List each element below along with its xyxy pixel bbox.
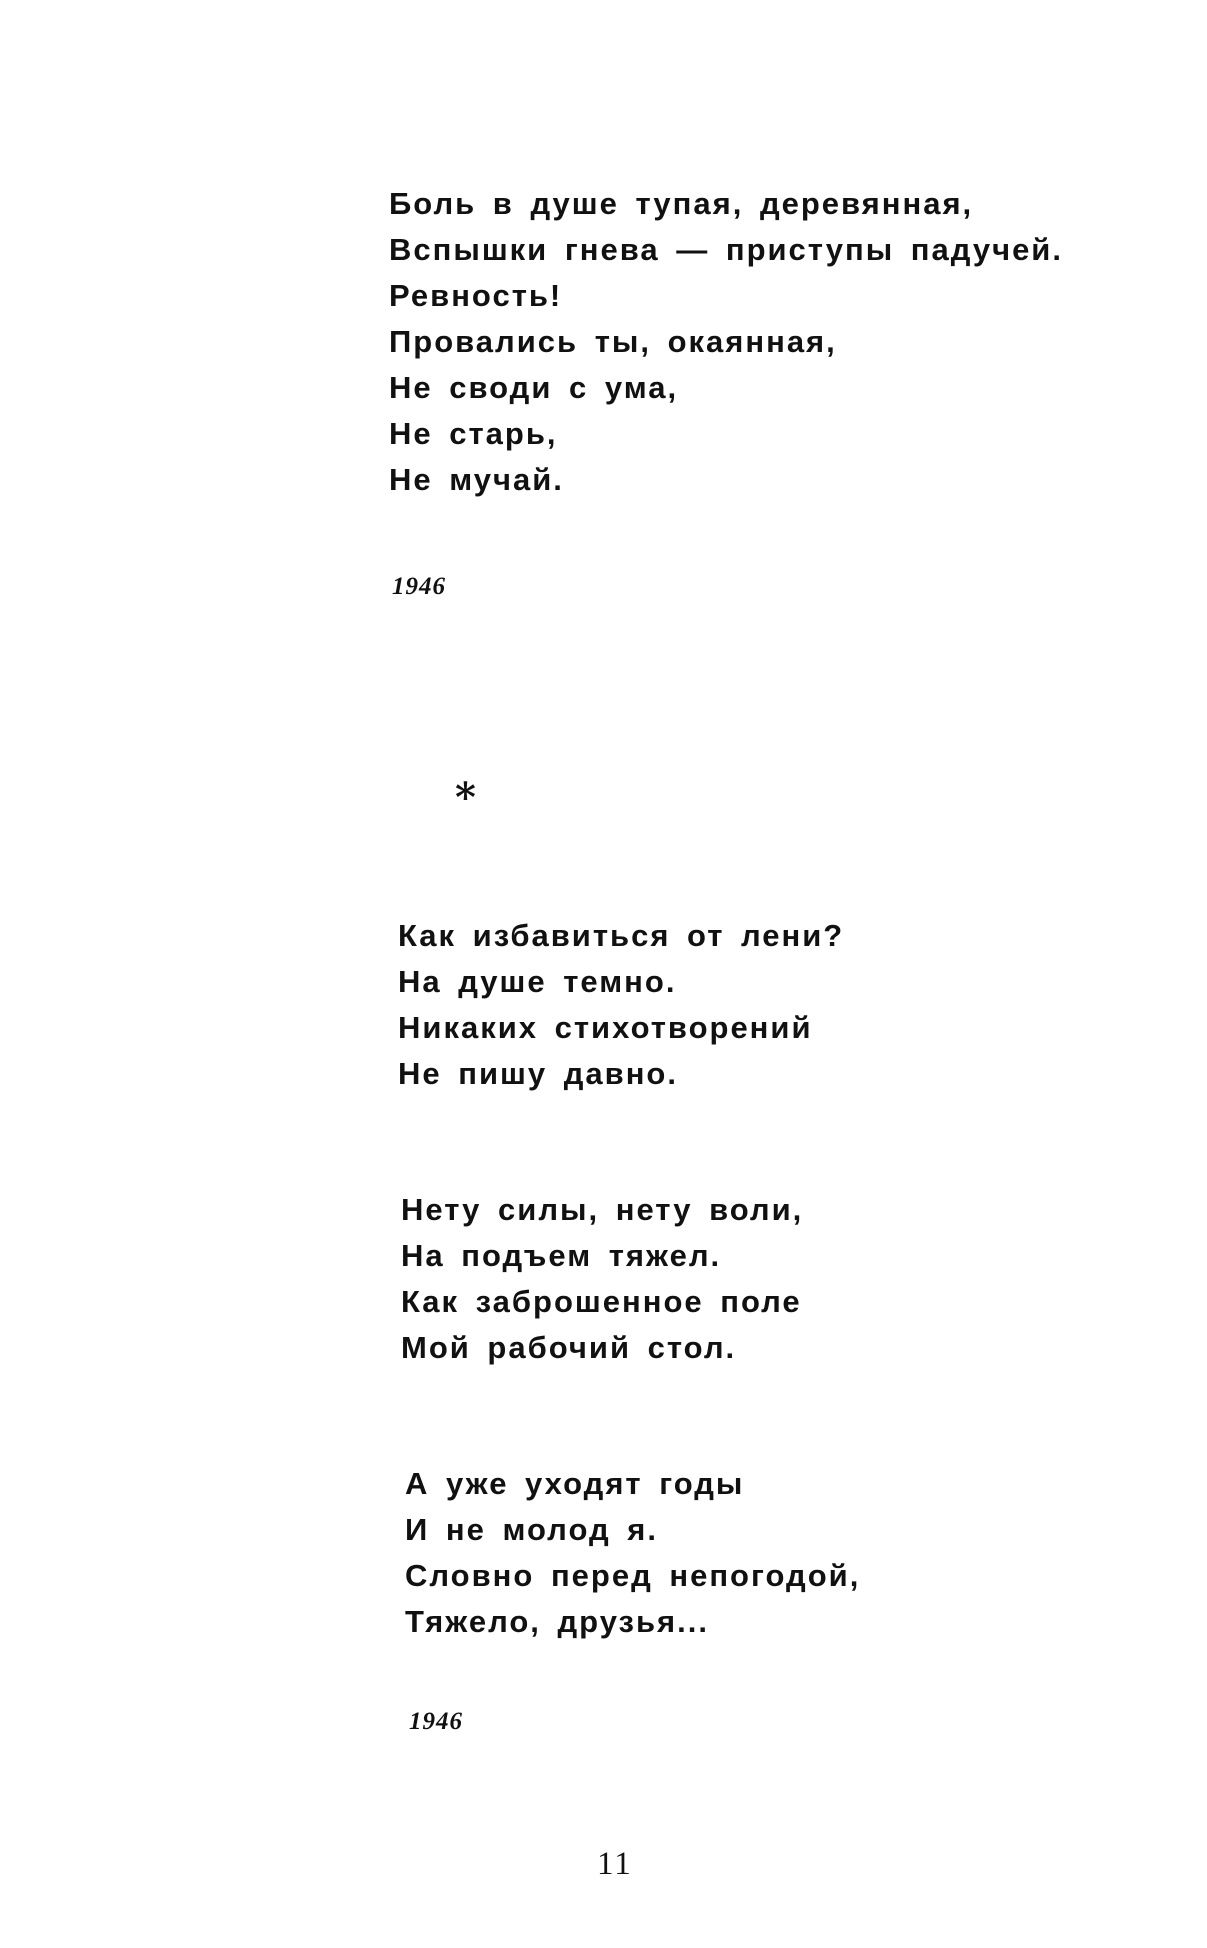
stanza bbox=[405, 1461, 860, 1645]
poem-date: 1946 bbox=[392, 573, 446, 600]
poem-line: Не старь, bbox=[389, 416, 558, 451]
poem-line: Мой рабочий стол. bbox=[401, 1330, 737, 1365]
poem-line: Вспышки гнева — приступы падучей. bbox=[389, 232, 1063, 267]
poem-line: Как избавиться от лени? bbox=[398, 918, 845, 953]
poem-line: Не пишу давно. bbox=[398, 1056, 678, 1091]
poem-line: Как заброшенное поле bbox=[401, 1284, 802, 1319]
poem-separator-asterisk: * bbox=[455, 774, 476, 821]
poem-line: На подъем тяжел. bbox=[401, 1238, 722, 1273]
poem-line: Не своди с ума, bbox=[389, 370, 679, 405]
stanza bbox=[401, 1187, 803, 1371]
poem-line: Боль в душе тупая, деревянная, bbox=[389, 186, 974, 221]
poem-line: Ревность! bbox=[389, 278, 563, 313]
poem-line: Нету силы, нету воли, bbox=[401, 1192, 804, 1227]
poem-line: Тяжело, друзья... bbox=[405, 1604, 709, 1639]
stanza bbox=[398, 913, 844, 1097]
page-number: 11 bbox=[597, 1846, 633, 1882]
poem-line: Не мучай. bbox=[389, 462, 564, 497]
poem-line: Никаких стихотворений bbox=[398, 1010, 813, 1045]
poem-line: И не молод я. bbox=[405, 1512, 658, 1547]
poem-line: Словно перед непогодой, bbox=[405, 1558, 861, 1593]
poem-line: На душе темно. bbox=[398, 964, 677, 999]
poem-line: А уже уходят годы bbox=[405, 1466, 745, 1501]
poem-line: Провались ты, окаянная, bbox=[389, 324, 837, 359]
poem-date: 1946 bbox=[409, 1708, 463, 1735]
poem-jealousy bbox=[389, 181, 1063, 503]
